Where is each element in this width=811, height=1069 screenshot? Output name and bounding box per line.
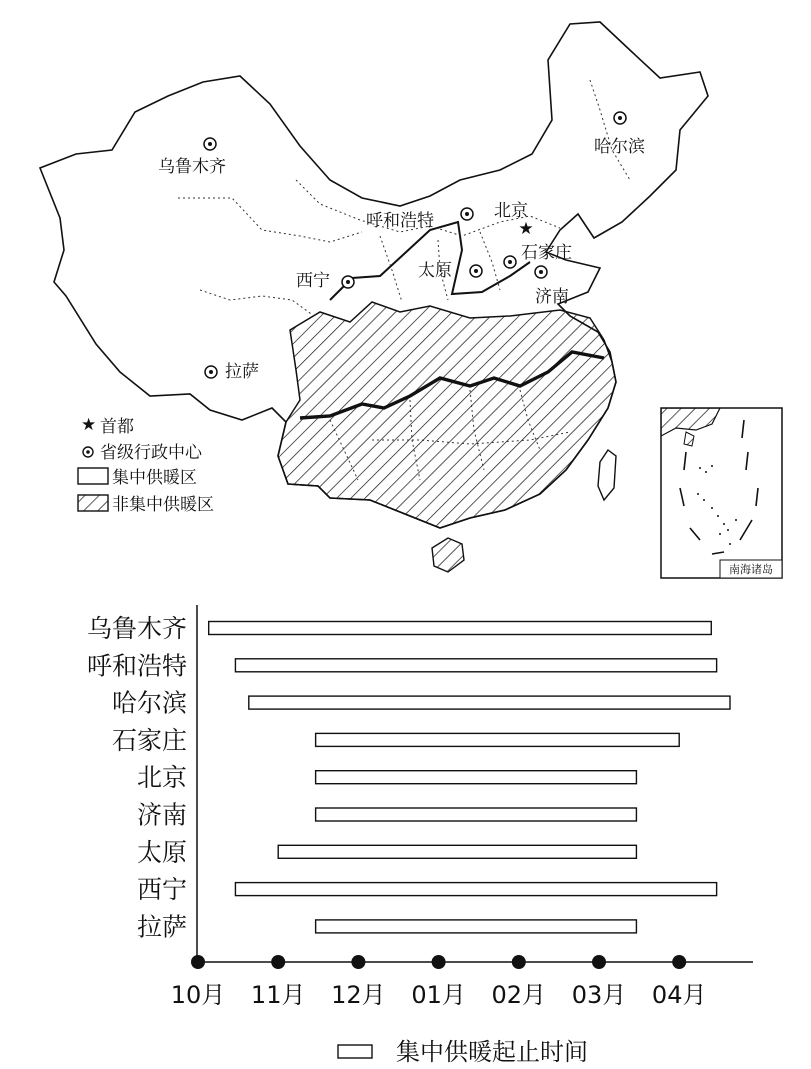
chart-legend-swatch xyxy=(338,1045,372,1058)
chart-legend xyxy=(338,1038,588,1066)
row-label: 北京 xyxy=(136,763,187,793)
city-marker-harbin xyxy=(614,112,626,124)
x-tick-label: 04月 xyxy=(651,981,707,1009)
city-label-jinan: 济南 xyxy=(535,287,569,307)
row-label: 乌鲁木齐 xyxy=(86,614,187,643)
legend-star-icon: ★ xyxy=(81,415,97,435)
hainan-island xyxy=(432,538,464,572)
legend-province-icon xyxy=(83,447,93,457)
legend-capital-label: 首都 xyxy=(100,417,134,437)
row-label: 西宁 xyxy=(136,875,187,905)
city-label-beijing: 北京 xyxy=(494,201,528,221)
x-tick-dot xyxy=(271,955,285,969)
x-tick-label: 02月 xyxy=(491,981,547,1009)
heating-period-bar xyxy=(209,622,712,635)
inset-label: 南海诸岛 xyxy=(729,563,773,576)
city-marker-jinan xyxy=(535,266,547,278)
row-label: 太原 xyxy=(136,837,187,867)
row-label: 呼和浩特 xyxy=(86,651,187,681)
row-label: 石家庄 xyxy=(111,725,187,755)
x-tick-dot xyxy=(592,955,606,969)
city-label-taiyuan: 太原 xyxy=(418,261,452,281)
heating-period-bar xyxy=(316,808,637,821)
heating-period-bar xyxy=(249,696,730,709)
legend-province-label: 省级行政中心 xyxy=(100,443,202,463)
x-tick-dot xyxy=(512,955,526,969)
city-marker-urumqi xyxy=(204,138,216,150)
map-legend xyxy=(78,415,214,515)
x-tick-label: 12月 xyxy=(331,981,386,1009)
x-tick-label: 11月 xyxy=(250,981,306,1009)
heating-period-bar xyxy=(316,771,637,784)
city-label-lhasa: 拉萨 xyxy=(225,362,259,382)
heating-period-bar xyxy=(316,733,680,746)
city-label-shijiazhuang: 石家庄 xyxy=(521,243,572,263)
heating-period-bar xyxy=(278,845,636,858)
city-label-urumqi: 乌鲁木齐 xyxy=(158,157,226,177)
south-china-sea-inset xyxy=(661,408,782,578)
row-label: 哈尔滨 xyxy=(111,688,187,718)
x-tick-dot xyxy=(672,955,686,969)
heating-period-bar xyxy=(316,920,637,933)
city-marker-taiyuan xyxy=(470,265,482,277)
city-label-xining: 西宁 xyxy=(296,271,330,291)
city-marker-hohhot xyxy=(461,208,473,220)
city-marker-lhasa xyxy=(205,366,217,378)
city-marker-xining xyxy=(342,276,354,288)
taiwan-island xyxy=(598,450,616,500)
heating-period-bar xyxy=(235,659,716,672)
beijing-star-icon: ★ xyxy=(518,219,534,239)
legend-heating-label: 集中供暖区 xyxy=(112,468,197,488)
row-label: 济南 xyxy=(136,800,187,830)
city-label-hohhot: 呼和浩特 xyxy=(366,211,434,231)
chart-legend-label: 集中供暖起止时间 xyxy=(396,1038,588,1066)
x-tick-label: 03月 xyxy=(571,981,627,1009)
legend-nonheating-swatch xyxy=(78,495,108,511)
heating-period-chart xyxy=(0,590,811,1069)
legend-heating-swatch xyxy=(78,468,108,484)
x-tick-label: 10月 xyxy=(170,981,226,1009)
city-label-harbin: 哈尔滨 xyxy=(594,137,645,157)
legend-nonheating-label: 非集中供暖区 xyxy=(112,495,214,515)
x-tick-dot xyxy=(432,955,446,969)
row-label: 拉萨 xyxy=(136,912,187,942)
x-tick-label: 01月 xyxy=(411,981,466,1009)
x-tick-dot xyxy=(191,955,205,969)
x-tick-dot xyxy=(351,955,365,969)
city-marker-shijiazhuang xyxy=(504,256,516,268)
heating-period-bar xyxy=(235,883,716,896)
